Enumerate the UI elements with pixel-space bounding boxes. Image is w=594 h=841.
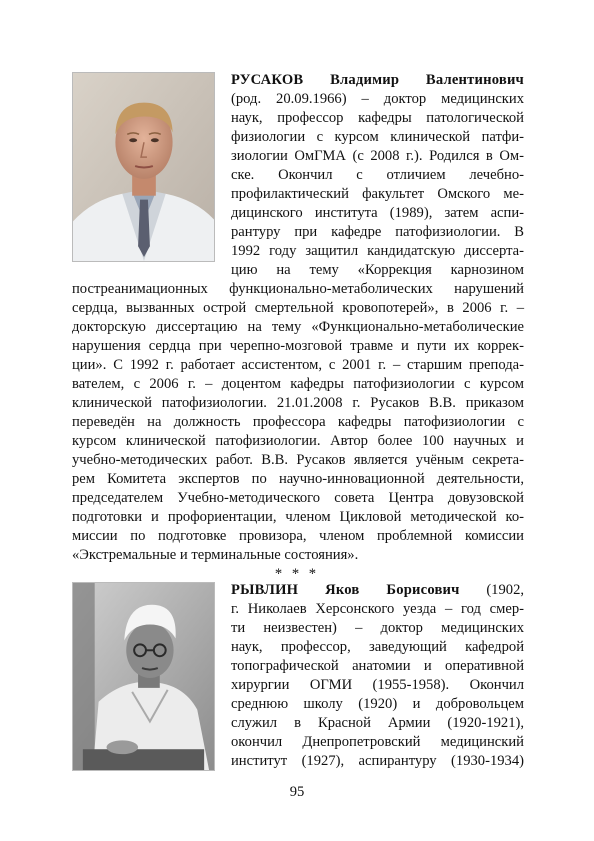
entry-line: профилактический факультет Омского ме- [231, 186, 524, 202]
entry-line: курсом клинической патофизиологии. Автор более 100 научных и [72, 433, 524, 449]
entry-line: нарушения сердца при черепно-мозговой травме и пути их коррек- [72, 338, 524, 354]
entry-line: институт (1927), аспирантуру (1930-1934) [231, 753, 524, 769]
entry-line: физиологии с курсом клинической патфи- [231, 129, 524, 145]
entry-line: наук, профессор кафедры патологической [231, 110, 524, 126]
portrait-photo-ryvlin [72, 582, 215, 771]
entry-line: РЫВЛИН Яков Борисович (1902, [231, 582, 525, 598]
entry-line [231, 72, 524, 89]
entry-line: служил в Красной Армии (1920-1921), [231, 715, 524, 731]
entry-line: хирургии ОГМИ (1955-1958). Окончил [231, 677, 524, 693]
entry-line: клинической патофизиологии. 21.01.2008 г. Русаков В.В. приказом [72, 395, 524, 411]
person-name: РЫВЛИН Яков Борисович [231, 582, 460, 598]
entry-line: г. Николаев Херсонского уезда – год смер- [231, 601, 524, 617]
entry-line: миссии по подготовке провизора, членом проблемной комиссии [72, 528, 524, 544]
entry-line: ти неизвестен) – доктор медицинских [231, 620, 524, 636]
entry-line: рантуру при кафедре патофизиологии. В [231, 224, 524, 240]
entry-line: докторскую диссертацию на тему «Функционально-метаболические [72, 319, 524, 335]
entry-line: постреанимационных функционально-метаболических нарушений [72, 281, 524, 297]
entry-line: дицинского института (1989), затем аспи- [231, 205, 524, 221]
entry-line: топографической анатомии и оперативной [231, 658, 524, 674]
entry-line: зиологии ОмГМА (с 2008 г.). Родился в Ом- [231, 148, 524, 164]
entry-line: переведён на должность профессора кафедры патофизиологии с [72, 414, 524, 430]
person-name: РУСАКОВ Владимир Валентинович [231, 72, 524, 88]
entry-line: 1992 году защитил кандидатскую диссерта- [231, 243, 524, 259]
entry-line: наук, профессор, заведующий кафедрой [231, 639, 524, 655]
page-number: 95 [289, 784, 305, 800]
entry-line: сердца, вызванных острой смертельной кровопотерей», в 2006 г. – [72, 300, 524, 316]
portrait-photo-rusakov [72, 72, 215, 262]
entry-line: среднюю школу (1920) и добровольцем [231, 696, 524, 712]
entry-line: подготовки и профориентации, членом Цикловой методической ко- [72, 509, 524, 525]
entry-line: вателем, с 2006 г. – доцентом кафедры патофизиологии с курсом [72, 376, 524, 392]
entry-separator: * * * [274, 566, 320, 582]
entry-line: (род. 20.09.1966) – доктор медицинских [231, 91, 524, 107]
entry-line: «Экстремальные и терминальные состояния». [72, 547, 359, 563]
entry-line: ции». С 1992 г. работает ассистентом, с 2001 г. – старшим препода- [72, 357, 524, 373]
entry-line: окончил Днепропетровский медицинский [231, 734, 524, 750]
entry-line: рем Комитета экспертов по научно-инновационной деятельности, [72, 471, 524, 487]
entry-line: учебно-методических работ. В.В. Русаков является учёным секрета- [72, 452, 524, 468]
entry-line: цию на тему «Коррекция карнозином [231, 262, 524, 278]
entry-line: ске. Окончил с отличием лечебно- [231, 167, 524, 183]
entry-line: председателем Учебно-методического совета Центра довузовской [72, 490, 524, 506]
